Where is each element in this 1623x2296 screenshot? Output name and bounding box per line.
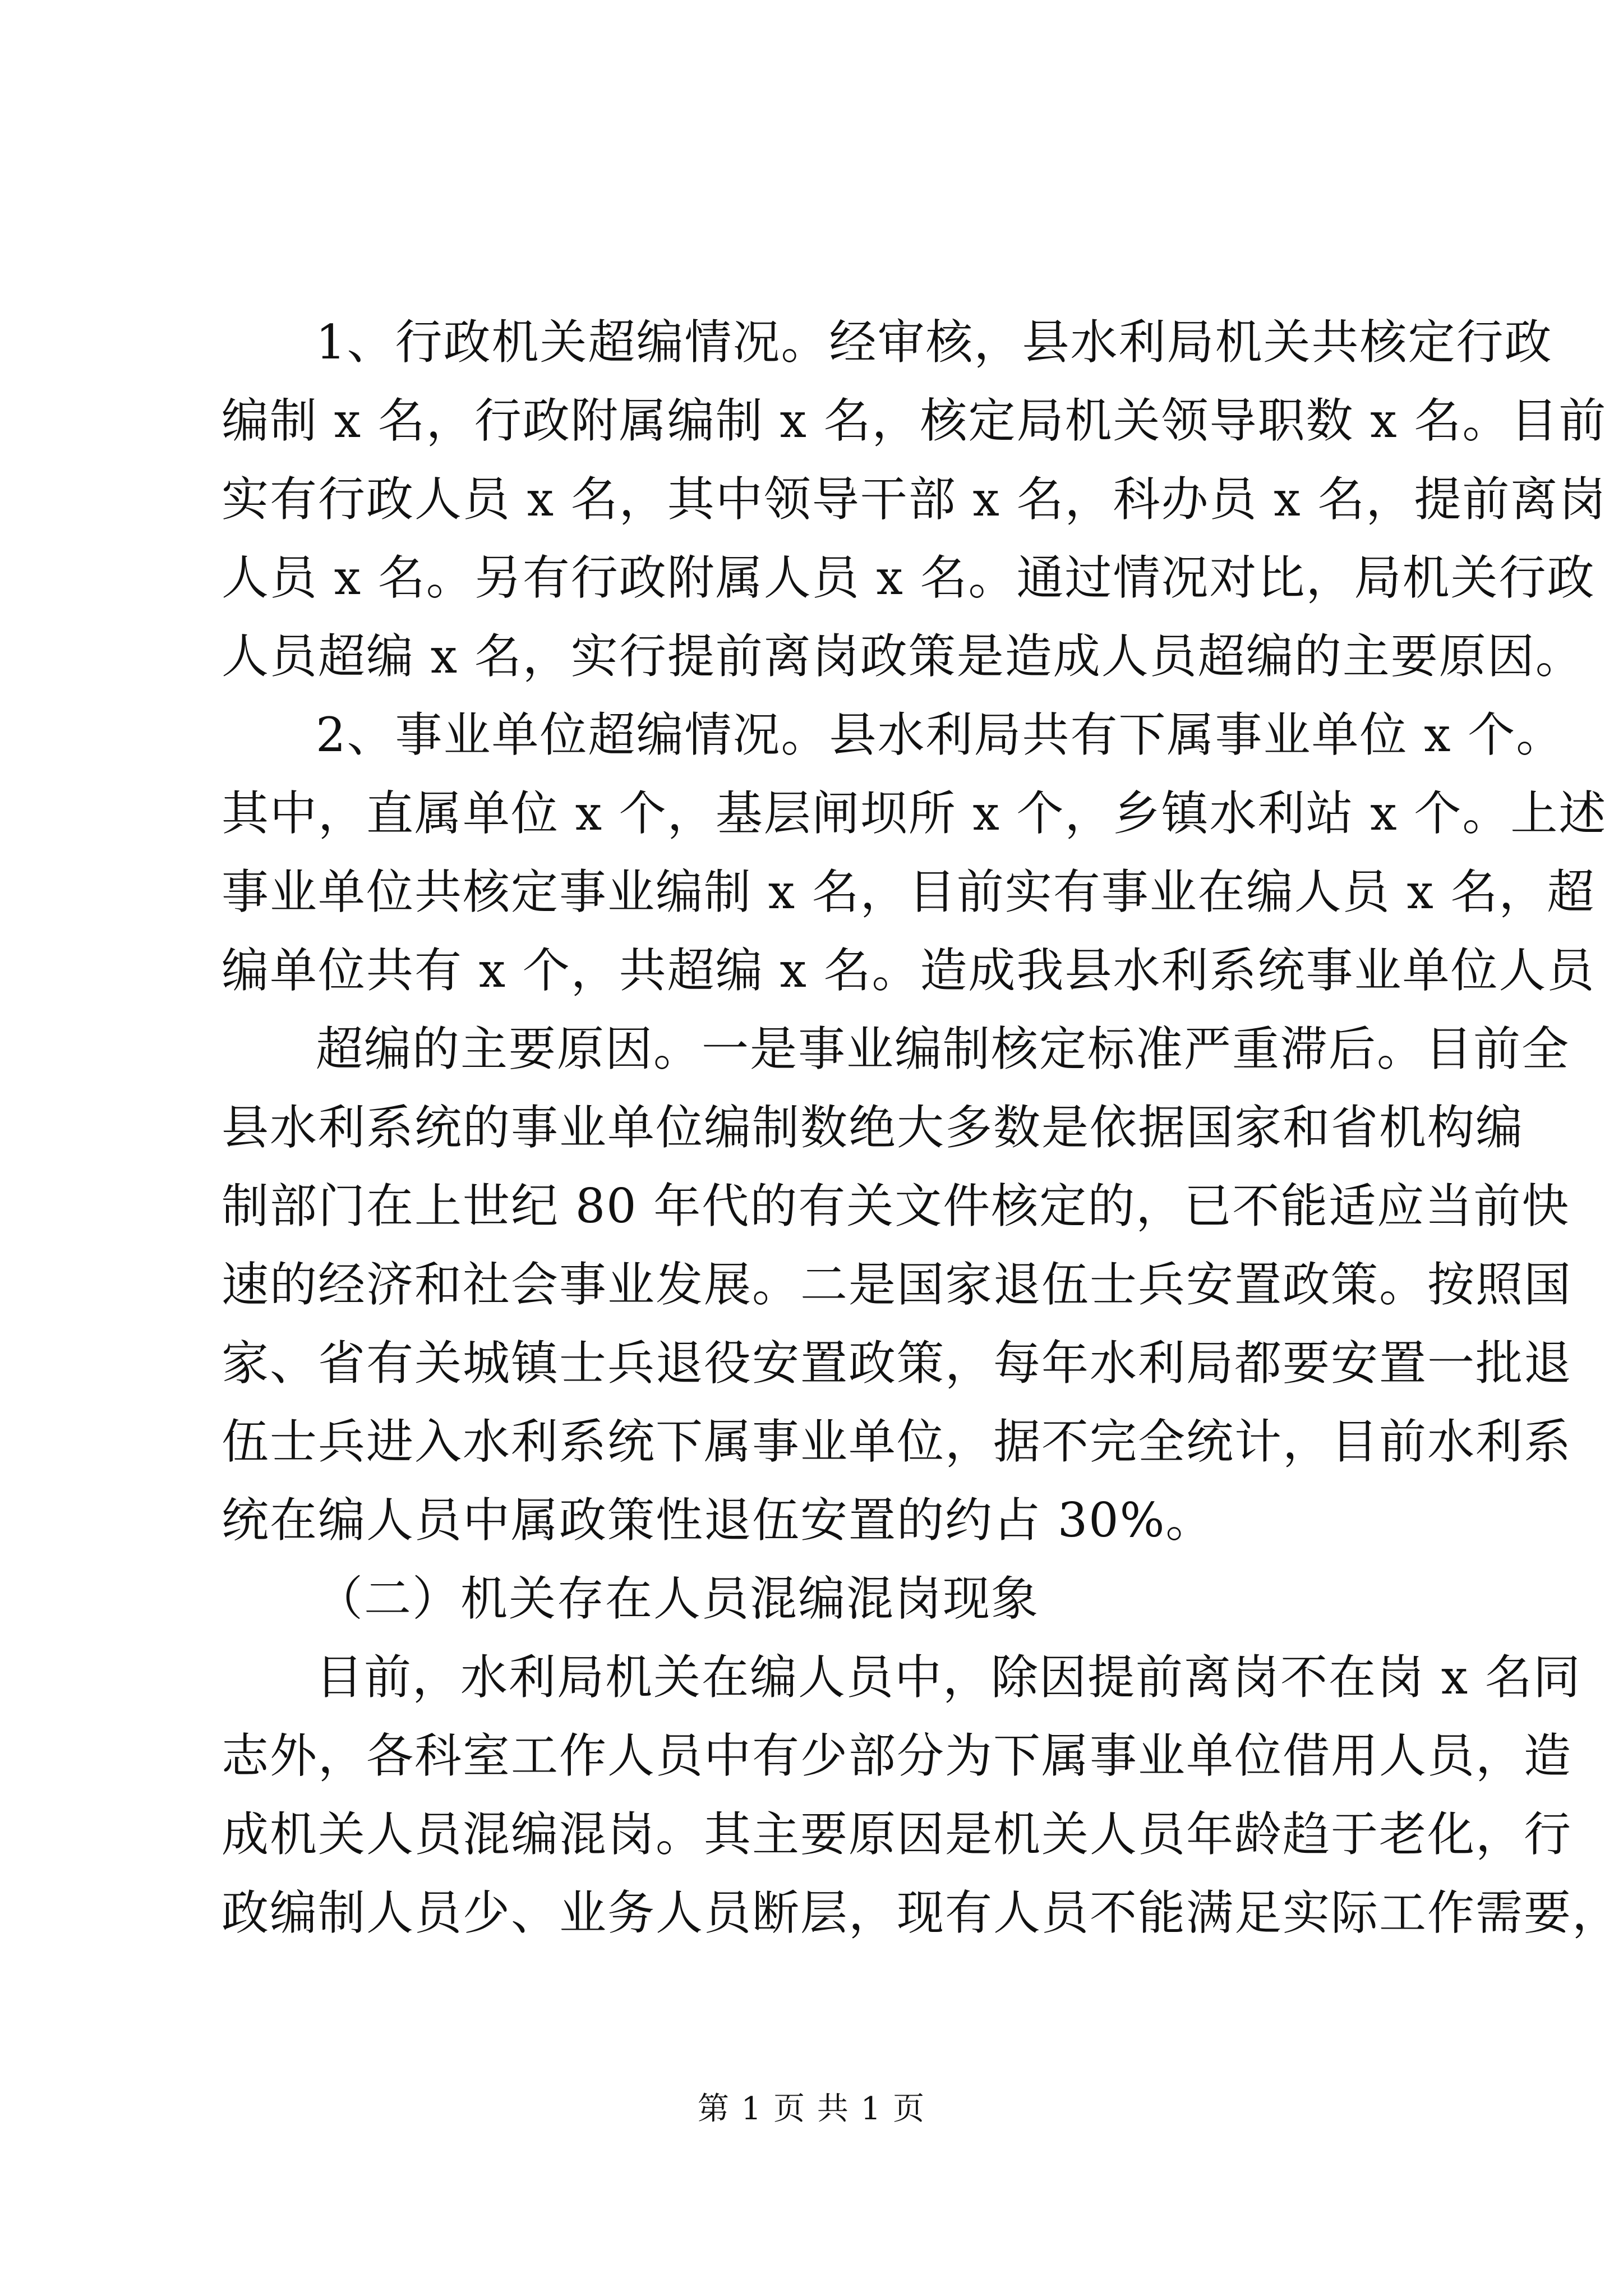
paragraph-line: 目前，水利局机关在编人员中，除因提前离岗不在岗 x 名同	[316, 1650, 1581, 1705]
paragraph-line: 2、事业单位超编情况。县水利局共有下属事业单位 x 个。	[316, 707, 1565, 762]
paragraph-line: 人员 x 名。另有行政附属人员 x 名。通过情况对比，局机关行政	[222, 550, 1596, 605]
paragraph-line: 政编制人员少、业务人员断层，现有人员不能满足实际工作需要，	[222, 1885, 1621, 1940]
paragraph-line: 速的经济和社会事业发展。二是国家退伍士兵安置政策。按照国	[222, 1257, 1573, 1312]
paragraph-line: 统在编人员中属政策性退伍安置的约占 30%。	[222, 1493, 1214, 1548]
paragraph-line: 志外，各科室工作人员中有少部分为下属事业单位借用人员，造	[222, 1728, 1573, 1783]
paragraph-line: 事业单位共核定事业编制 x 名，目前实有事业在编人员 x 名，超	[222, 864, 1596, 919]
paragraph-line: 1、行政机关超编情况。经审核，县水利局机关共核定行政	[316, 315, 1553, 370]
paragraph-line: 实有行政人员 x 名，其中领导干部 x 名，科办员 x 名，提前离岗	[222, 472, 1607, 527]
paragraph-line: 家、省有关城镇士兵退役安置政策，每年水利局都要安置一批退	[222, 1336, 1573, 1391]
section-heading: （二）机关存在人员混编混岗现象	[316, 1571, 1040, 1626]
paragraph-line: 县水利系统的事业单位编制数绝大多数是依据国家和省机构编	[222, 1100, 1524, 1155]
paragraph-line: 人员超编 x 名，实行提前离岗政策是造成人员超编的主要原因。	[222, 629, 1584, 684]
paragraph-line: 编单位共有 x 个，共超编 x 名。造成我县水利系统事业单位人员	[222, 943, 1596, 998]
paragraph-line: 超编的主要原因。一是事业编制核定标准严重滞后。目前全	[316, 1022, 1570, 1076]
paragraph-line: 伍士兵进入水利系统下属事业单位，据不完全统计，目前水利系	[222, 1414, 1573, 1469]
paragraph-line: 编制 x 名，行政附属编制 x 名，核定局机关领导职数 x 名。目前	[222, 393, 1607, 448]
page-number-footer: 第 1 页 共 1 页	[697, 2091, 926, 2127]
document-body	[222, 303, 1621, 1952]
paragraph-line: 制部门在上世纪 80 年代的有关文件核定的，已不能适应当前快	[222, 1179, 1570, 1234]
paragraph-line: 其中，直属单位 x 个，基层闸坝所 x 个，乡镇水利站 x 个。上述	[222, 786, 1607, 841]
paragraph-line: 成机关人员混编混岗。其主要原因是机关人员年龄趋于老化，行	[222, 1807, 1573, 1862]
